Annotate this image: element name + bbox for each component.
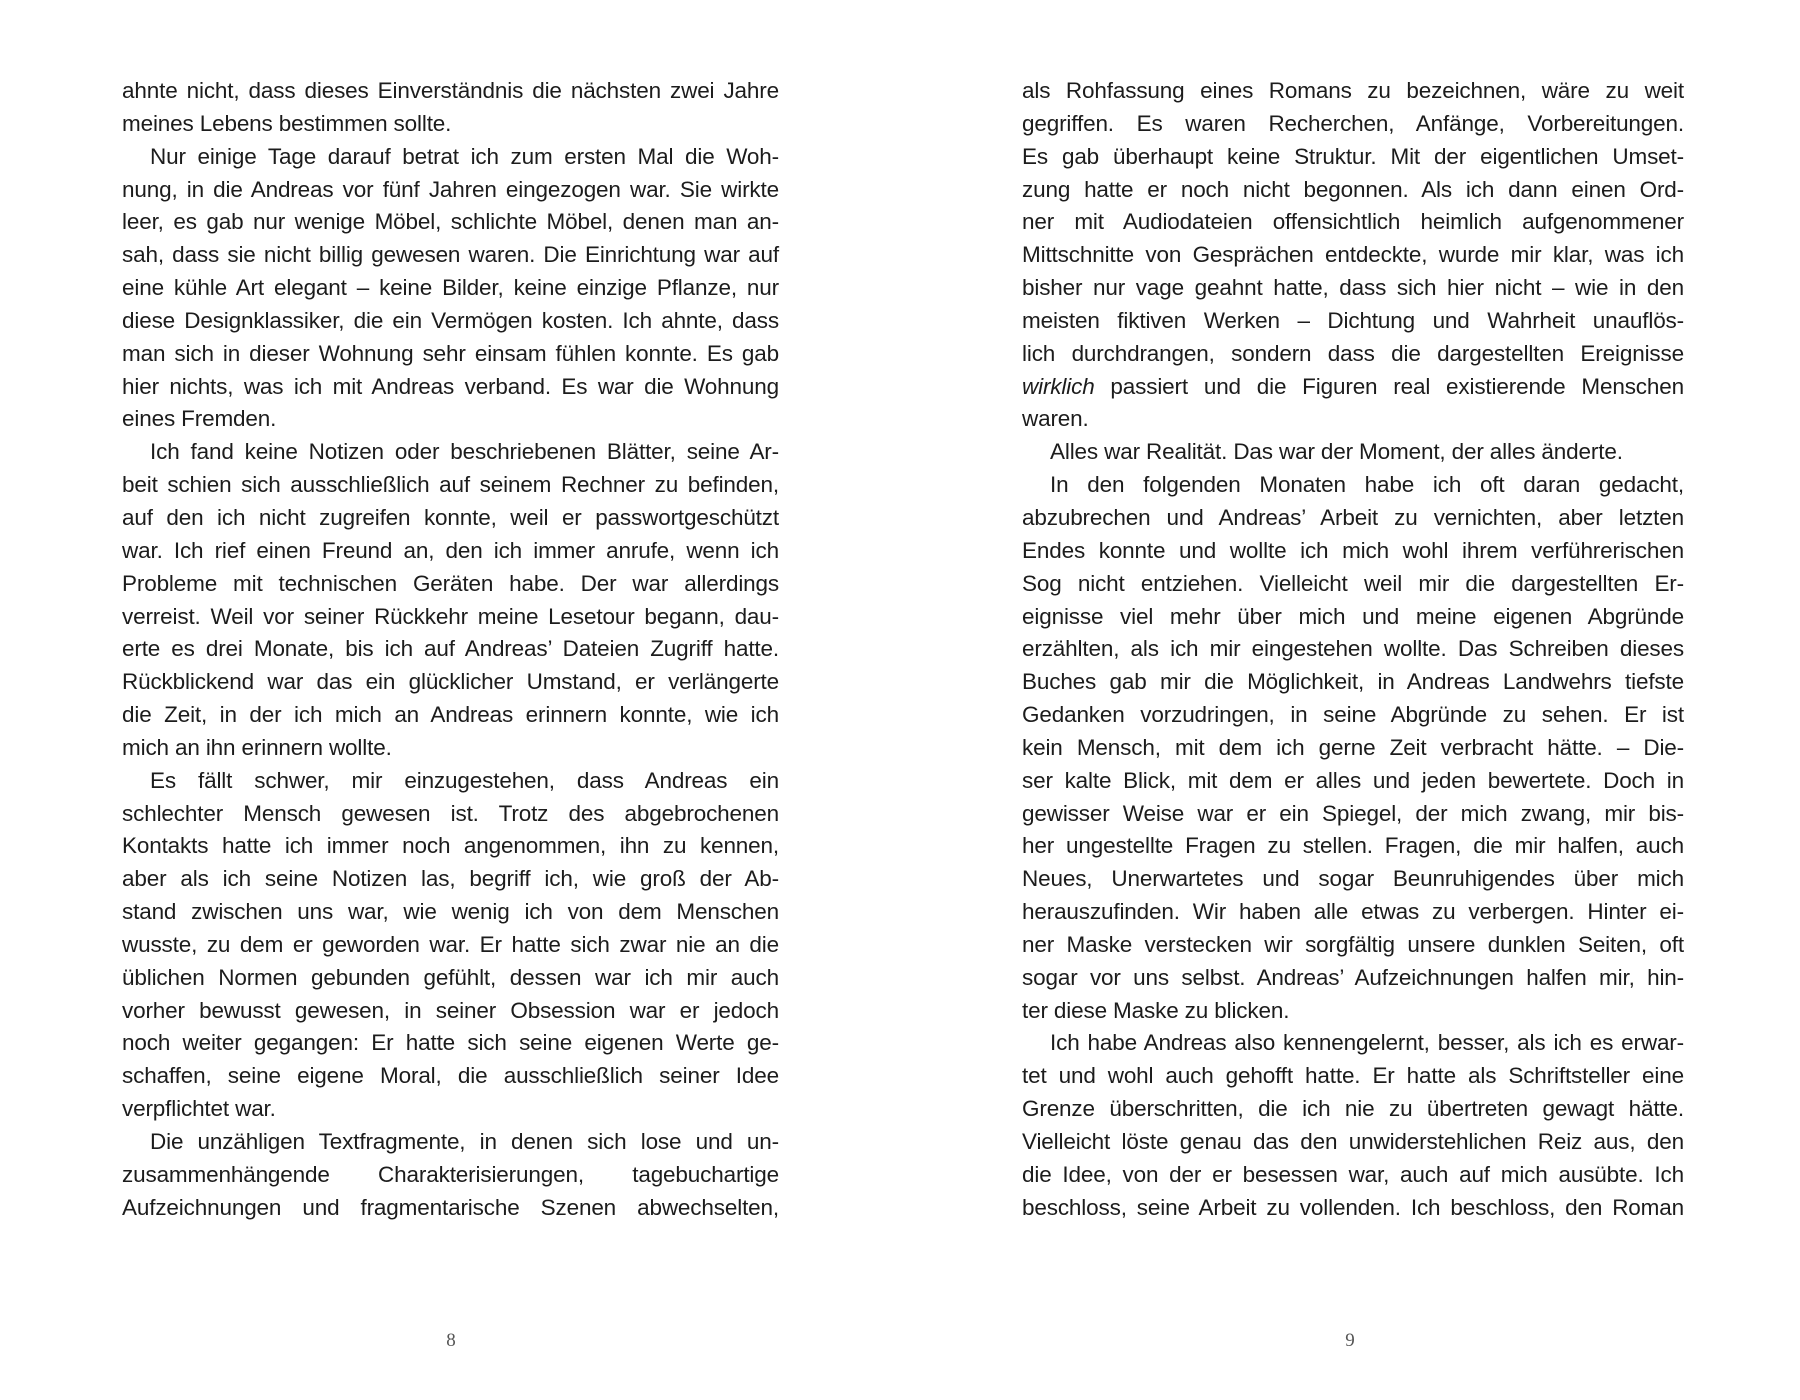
text-line: Ich fand keine Notizen oder beschriebenen Blätter, seine Ar- (150, 439, 779, 465)
text-line: Endes konnte und wollte ich mich wohl ihrem verführerischen (1022, 537, 1684, 563)
text-line: nung, in die Andreas vor fünf Jahren eingezogen war. Sie wirkte (122, 176, 779, 202)
text-line: her ungestellte Fragen zu stellen. Fragen, die mir halfen, auch (1022, 833, 1684, 859)
text-line: Sog nicht entziehen. Vielleicht weil mir die dargestellten Er- (1022, 570, 1684, 596)
text-line: leer, es gab nur wenige Möbel, schlichte Möbel, denen man an- (122, 209, 779, 235)
text-line: kein Mensch, mit dem ich gerne Zeit verbracht hätte. – Die- (1022, 734, 1684, 760)
text-line: ahnte nicht, dass dieses Einverständnis die nächsten zwei Jahre (122, 78, 779, 103)
text-line: Buches gab mir die Möglichkeit, in Andreas Landwehrs tiefste (1022, 669, 1684, 695)
text-line: ner Maske verstecken wir sorgfältig unsere dunklen Seiten, oft (1022, 931, 1684, 957)
text-line: erzählten, als ich mir eingestehen wollte. Das Schreiben dieses (1022, 636, 1684, 662)
text-line: gewisser Weise war er ein Spiegel, der mich zwang, mir bis- (1022, 800, 1684, 826)
text-line: vorher bewusst gewesen, in seiner Obsession war er jedoch (122, 997, 779, 1023)
text-line: Mittschnitte von Gesprächen entdeckte, wurde mir klar, was ich (1022, 242, 1684, 268)
text-line: Kontakts hatte ich immer noch angenommen, ihn zu kennen, (122, 833, 779, 859)
text-line: Es gab überhaupt keine Struktur. Mit der eigentlichen Umset- (1022, 143, 1684, 169)
text-line: verreist. Weil vor seiner Rückkehr meine Lesetour begann, dau- (122, 603, 779, 629)
text-line: sogar vor uns selbst. Andreas’ Aufzeichnungen halfen mir, hin- (1022, 964, 1684, 990)
text-line: man sich in dieser Wohnung sehr einsam fühlen konnte. Es gab (122, 340, 779, 366)
text-line: Gedanken vorzudringen, in seine Abgründe zu sehen. Er ist (1022, 702, 1684, 728)
text-line: eines Fremden. (122, 406, 277, 432)
text-line: Ich habe Andreas also kennengelernt, besser, als ich es erwar- (1050, 1030, 1684, 1056)
text-line: ser kalte Blick, mit dem er alles und jeden bewertete. Doch in (1022, 767, 1684, 793)
text-line: abzubrechen und Andreas’ Arbeit zu vernichten, aber letzten (1022, 504, 1684, 530)
text-line: Die unzähligen Textfragmente, in denen sich lose und un- (150, 1129, 779, 1154)
text-line: aber als ich seine Notizen las, begriff ich, wie groß der Ab- (122, 866, 779, 892)
text-line: gegriffen. Es waren Recherchen, Anfänge, Vorbereitungen. (1022, 110, 1684, 136)
text-line: hier nichts, was ich mit Andreas verband. Es war die Wohnung (122, 373, 779, 399)
text-line: In den folgenden Monaten habe ich oft daran gedacht, (1050, 472, 1684, 498)
text-line: Vielleicht löste genau das den unwiderstehlichen Reiz aus, den (1022, 1129, 1684, 1154)
text-line: erte es drei Monate, bis ich auf Andreas’ Dateien Zugriff hatte. (122, 636, 779, 662)
text-line: die Idee, von der er besessen war, auch auf mich ausübte. Ich (1022, 1161, 1684, 1187)
right-page-text-column (1022, 75, 1684, 1225)
text-line: als Rohfassung eines Romans zu bezeichnen, wäre zu weit (1022, 78, 1684, 103)
text-line: stand zwischen uns war, wie wenig ich von dem Menschen (122, 899, 779, 925)
text-line: Aufzeichnungen und fragmentarische Szenen abwechselten, (122, 1194, 779, 1220)
text-line: Rückblickend war das ein glücklicher Umstand, er verlängerte (122, 669, 779, 695)
text-line: sah, dass sie nicht billig gewesen waren. Die Einrichtung war auf (122, 242, 779, 268)
left-page-number: 8 (446, 1330, 456, 1351)
text-line: Grenze überschritten, die ich nie zu übertreten gewagt hätte. (1022, 1096, 1684, 1122)
text-line: Alles war Realität. Das war der Moment, der alles änderte. (1050, 439, 1623, 465)
text-line: eine kühle Art elegant – keine Bilder, keine einzige Pflanze, nur (122, 275, 779, 301)
text-line (1022, 371, 1684, 404)
line-text: passiert und die Figuren real existierende Menschen (1110, 373, 1684, 399)
text-line: diese Designklassiker, die ein Vermögen kosten. Ich ahnte, dass (122, 307, 779, 333)
text-line: schlechter Mensch gewesen ist. Trotz des abgebrochenen (122, 800, 779, 826)
text-line: Neues, Unerwartetes und sogar Beunruhigendes über mich (1022, 866, 1684, 892)
left-page-text-column (122, 75, 779, 1225)
text-line: lich durchdrangen, sondern dass die dargestellten Ereignisse (1022, 340, 1684, 366)
text-line: beschloss, seine Arbeit zu vollenden. Ich beschloss, den Roman (1022, 1194, 1684, 1220)
text-line: zung hatte er noch nicht begonnen. Als ich dann einen Ord- (1022, 176, 1684, 202)
text-line: bisher nur vage geahnt hatte, dass sich hier nicht – wie in den (1022, 275, 1684, 301)
text-line: schaffen, seine eigene Moral, die ausschließlich seiner Idee (122, 1063, 779, 1089)
text-line: auf den ich nicht zugreifen konnte, weil er passwortgeschützt (122, 504, 779, 530)
text-line: wusste, zu dem er geworden war. Er hatte sich zwar nie an die (122, 931, 779, 957)
text-line: mich an ihn erinnern wollte. (122, 734, 392, 760)
text-line: herauszufinden. Wir haben alle etwas zu verbergen. Hinter ei- (1022, 899, 1684, 925)
emphasized-word: wirklich (1022, 373, 1095, 399)
text-line: die Zeit, in der ich mich an Andreas erinnern konnte, wie ich (122, 702, 779, 728)
text-line: zusammenhängende Charakterisierungen, tagebuchartige (122, 1161, 779, 1187)
text-line: war. Ich rief einen Freund an, den ich immer anrufe, wenn ich (122, 537, 779, 563)
text-line: tet und wohl auch gehofft hatte. Er hatte als Schriftsteller eine (1022, 1063, 1684, 1089)
text-line: ner mit Audiodateien offensichtlich heimlich aufgenommener (1022, 209, 1684, 235)
text-line: eignisse viel mehr über mich und meine eigenen Abgründe (1022, 603, 1684, 629)
text-line: meisten fiktiven Werken – Dichtung und Wahrheit unauflös- (1022, 307, 1684, 333)
text-line: Probleme mit technischen Geräten habe. Der war allerdings (122, 570, 779, 596)
text-line: üblichen Normen gebunden gefühlt, dessen war ich mir auch (122, 964, 779, 990)
right-page (900, 0, 1800, 1400)
text-line: verpflichtet war. (122, 1096, 276, 1122)
right-page-number: 9 (1345, 1330, 1355, 1351)
text-line: Es fällt schwer, mir einzugestehen, dass Andreas ein (150, 767, 779, 793)
text-line: beit schien sich ausschließlich auf seinem Rechner zu befinden, (122, 472, 779, 498)
text-line: Nur einige Tage darauf betrat ich zum ersten Mal die Woh- (150, 143, 779, 169)
text-line: ter diese Maske zu blicken. (1022, 997, 1290, 1023)
text-line: noch weiter gegangen: Er hatte sich seine eigenen Werte ge- (122, 1030, 779, 1056)
text-line: meines Lebens bestimmen sollte. (122, 110, 452, 136)
text-line: waren. (1022, 406, 1089, 432)
